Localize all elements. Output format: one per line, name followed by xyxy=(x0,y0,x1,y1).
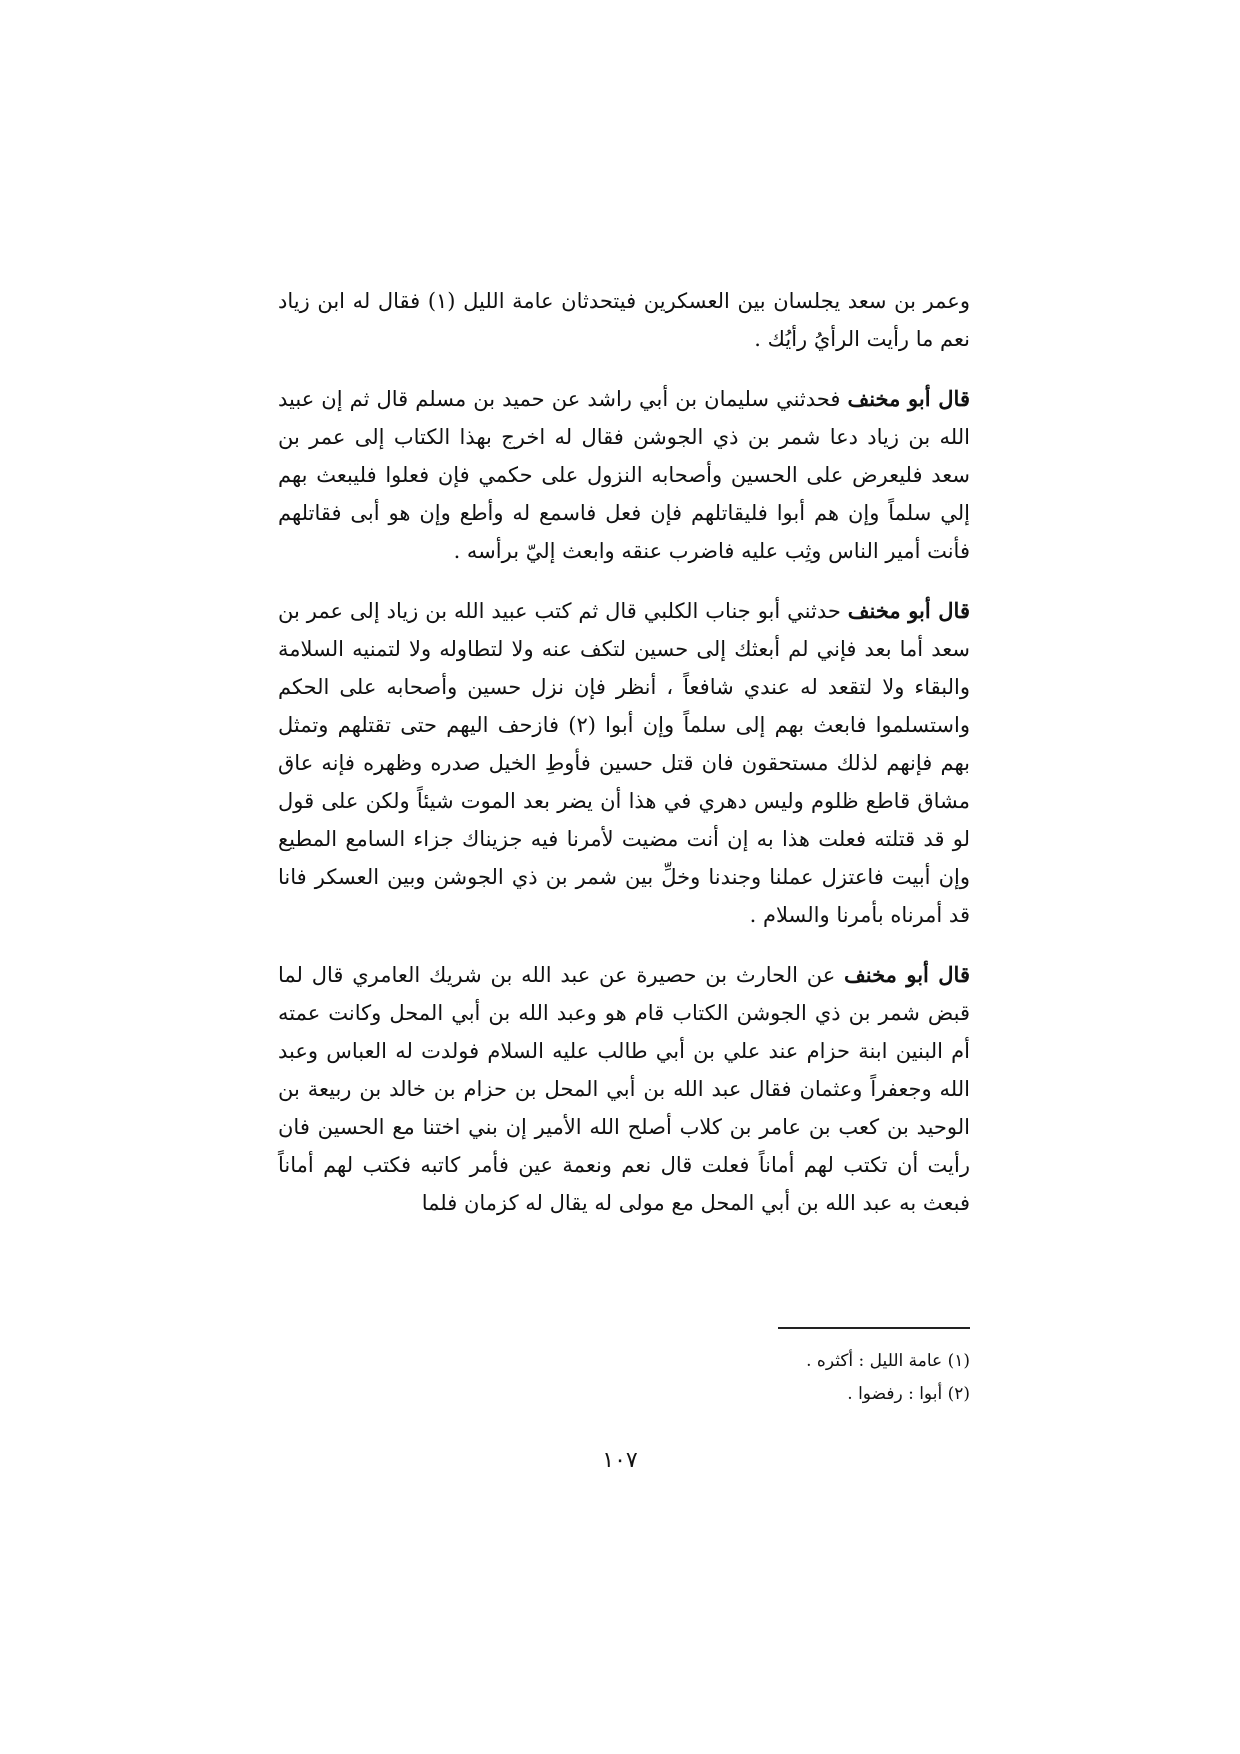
footnote-1: (١) عامة الليل : أكثره . xyxy=(806,1351,970,1371)
paragraph-1-text: وعمر بن سعد يجلسان بين العسكرين فيتحدثان عامة الليل (١) فقال له ابن زياد نعم ما رأيت الرأيُ رأيُك . xyxy=(278,289,970,351)
footnote-2: (٢) أبوا : رفضوا . xyxy=(847,1384,970,1404)
main-text xyxy=(278,282,970,1222)
paragraph-3-lead: قال أبو مخنف xyxy=(847,598,970,623)
paragraph-2-text: فحدثني سليمان بن أبي راشد عن حميد بن مسلم قال ثم إن عبيد الله بن زياد دعا شمر بن ذي الجوشن فقال له اخرج بهذا الكتاب إلى عمر بن سعد فليعرض على الحسين وأصحابه النزول على حكمي فإن فعلوا فليبعث بهم إلي سلماً وإن هم أبوا فليقاتلهم فإن فعل فاسمع له وأطع وإن هو أبى فقاتلهم فأنت أمير الناس وثِب عليه فاضرب عنقه وابعث إليّ برأسه . xyxy=(278,387,970,563)
paragraph-4 xyxy=(278,956,970,1222)
footnotes xyxy=(278,1345,970,1411)
paragraph-1 xyxy=(278,282,970,358)
paragraph-3 xyxy=(278,592,970,934)
footnote-divider xyxy=(778,1327,970,1329)
paragraph-2-lead: قال أبو مخنف xyxy=(847,386,970,411)
paragraph-2 xyxy=(278,380,970,570)
paragraph-4-lead: قال أبو مخنف xyxy=(844,962,970,987)
paragraph-4-text: عن الحارث بن حصيرة عن عبد الله بن شريك العامري قال لما قبض شمر بن ذي الجوشن الكتاب قام هو وعبد الله بن أبي المحل وكانت عمته أم البنين ابنة حزام عند علي بن أبي طالب عليه السلام فولدت له العباس وعبد الله وجعفراً وعثمان فقال عبد الله بن أبي المحل بن حزام بن خالد بن ربيعة بن الوحيد بن كعب بن عامر بن كلاب أصلح الله الأمير إن بني اختنا مع الحسين فان رأيت أن تكتب لهم أماناً فعلت قال نعم ونعمة عين فأمر كاتبه فكتب لهم أماناً فبعث به عبد الله بن أبي المحل مع مولى له يقال له كزمان فلما xyxy=(278,963,970,1215)
paragraph-3-text: حدثني أبو جناب الكلبي قال ثم كتب عبيد الله بن زياد إلى عمر بن سعد أما بعد فإني لم أبعثك إلى حسين لتكف عنه ولا لتطاوله ولا لتمنيه السلامة والبقاء ولا لتقعد له عندي شافعاً ، أنظر فإن نزل حسين وأصحابه على الحكم واستسلموا فابعث بهم إلى سلماً وإن أبوا (٢) فازحف اليهم حتى تقتلهم وتمثل بهم فإنهم لذلك مستحقون فان قتل حسين فأوطِ الخيل صدره وظهره فإنه عاق مشاق قاطع ظلوم وليس دهري في هذا أن يضر بعد الموت شيئاً ولكن على قول لو قد قتلته فعلت هذا به إن أنت مضيت لأمرنا فيه جزيناك جزاء السامع المطيع وإن أبيت فاعتزل عملنا وجندنا وخلِّ بين شمر بن ذي الجوشن وبين العسكر فانا قد أمرناه بأمرنا والسلام . xyxy=(278,599,970,927)
page-number: ١٠٧ xyxy=(602,1448,638,1473)
